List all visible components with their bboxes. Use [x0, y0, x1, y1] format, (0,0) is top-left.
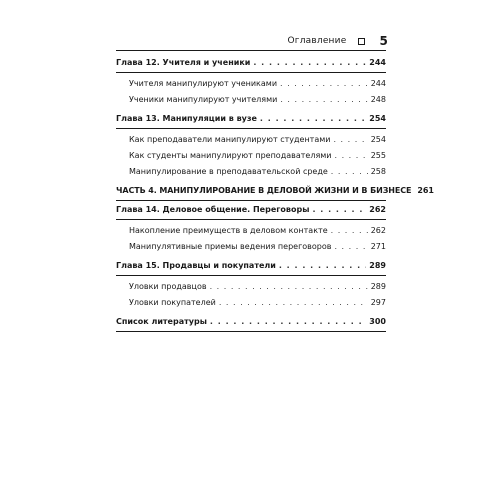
chapter-rule [116, 219, 386, 220]
toc-entry-page: 248 [370, 95, 386, 104]
toc-section[interactable] [116, 166, 386, 177]
page-number: 5 [379, 34, 388, 48]
dot-leader [280, 78, 368, 89]
chapter-rule [116, 331, 386, 332]
chapter-rule [116, 275, 386, 276]
toc-entry-page: 244 [369, 58, 386, 67]
toc-entry-title: ЧАСТЬ 4. МАНИПУЛИРОВАНИЕ В ДЕЛОВОЙ ЖИЗНИ И В БИЗНЕСЕ [116, 186, 412, 195]
toc-chapter-12[interactable] [116, 57, 386, 68]
chapter-rule [116, 72, 386, 73]
toc-entry-title: Учителя манипулируют учениками [129, 79, 278, 88]
table-of-contents [116, 57, 434, 335]
dot-leader [260, 113, 366, 124]
toc-entry-page: 297 [370, 298, 386, 307]
dot-leader [335, 150, 368, 161]
toc-section[interactable] [116, 150, 386, 161]
toc-entry-page: 271 [370, 242, 386, 251]
toc-section[interactable] [116, 78, 386, 89]
toc-section[interactable] [116, 241, 386, 252]
toc-entry-page: 254 [369, 114, 386, 123]
toc-section[interactable] [116, 134, 386, 145]
toc-entry-title: Глава 13. Манипуляции в вузе [116, 114, 257, 123]
dot-leader [331, 166, 368, 177]
dot-leader [210, 281, 368, 292]
dot-leader [253, 57, 366, 68]
toc-entry-page: 262 [370, 226, 386, 235]
dot-leader [280, 94, 367, 105]
toc-chapter-14[interactable] [116, 204, 386, 215]
toc-entry-page: 289 [370, 282, 386, 291]
toc-entry-title: Манипулятивные приемы ведения переговоров [129, 242, 332, 251]
toc-entry-page: 255 [370, 151, 386, 160]
toc-entry-title: Глава 12. Учителя и ученики [116, 58, 251, 67]
part-rule [116, 200, 386, 201]
toc-bibliography[interactable] [116, 316, 386, 327]
toc-section[interactable] [116, 297, 386, 308]
running-head-title: Оглавление [287, 36, 347, 46]
toc-entry-page: 258 [370, 167, 386, 176]
header-rule [116, 50, 386, 51]
toc-entry-page: 261 [417, 186, 434, 195]
chapter-rule [116, 128, 386, 129]
toc-entry-title: Как студенты манипулируют преподавателями [129, 151, 332, 160]
toc-section[interactable] [116, 225, 386, 236]
running-head [287, 34, 388, 48]
toc-entry-title: Накопление преимуществ в деловом контакте [129, 226, 328, 235]
toc-entry-title: Глава 14. Деловое общение. Переговоры [116, 205, 310, 214]
dot-leader [334, 241, 367, 252]
toc-entry-page: 254 [370, 135, 386, 144]
toc-entry-title: Глава 15. Продавцы и покупатели [116, 261, 276, 270]
toc-entry-page: 300 [369, 317, 386, 326]
toc-entry-title: Манипулирование в преподавательской среде [129, 167, 328, 176]
toc-part-4[interactable] [116, 185, 434, 196]
dot-leader [312, 204, 366, 215]
dot-leader [219, 297, 368, 308]
toc-entry-title: Уловки покупателей [129, 298, 216, 307]
toc-entry-title: Уловки продавцов [129, 282, 207, 291]
dot-leader [333, 134, 367, 145]
toc-entry-page: 262 [369, 205, 386, 214]
toc-section[interactable] [116, 94, 386, 105]
toc-entry-title: Как преподаватели манипулируют студентами [129, 135, 331, 144]
toc-section[interactable] [116, 281, 386, 292]
dot-leader [210, 316, 366, 327]
toc-entry-page: 244 [370, 79, 386, 88]
toc-chapter-15[interactable] [116, 260, 386, 271]
square-icon [358, 38, 365, 45]
dot-leader [279, 260, 366, 271]
dot-leader [331, 225, 368, 236]
toc-entry-title: Список литературы [116, 317, 207, 326]
toc-entry-page: 289 [369, 261, 386, 270]
toc-entry-title: Ученики манипулируют учителями [129, 95, 278, 104]
toc-chapter-13[interactable] [116, 113, 386, 124]
